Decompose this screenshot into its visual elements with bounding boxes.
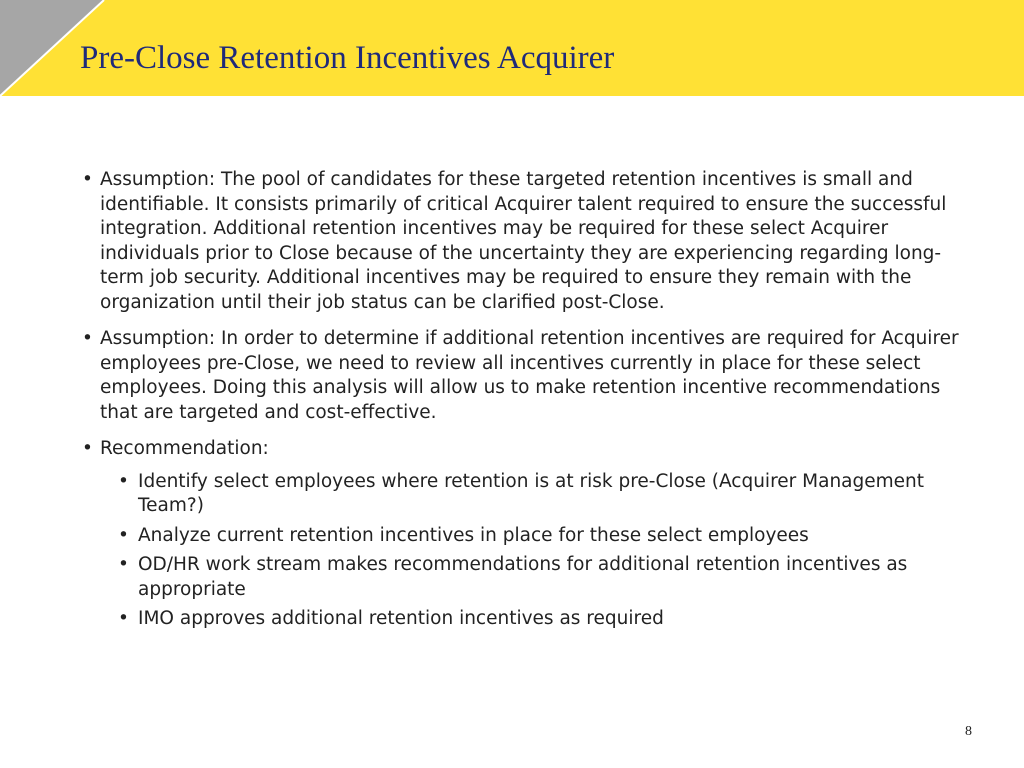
sub-bullet-imo-approves: • IMO approves additional retention incentives as required xyxy=(138,607,960,632)
sub-bullet-identify-employees: • Identify select employees where retention is at risk pre-Close (Acquirer Management Team?) xyxy=(138,470,960,519)
bullet-item-recommendation xyxy=(80,437,960,632)
bullet-list xyxy=(80,168,960,632)
slide-content xyxy=(80,168,960,644)
sub-bullet-odhr-recommendations: • OD/HR work stream makes recommendations for additional retention incentives as appropriate xyxy=(138,553,960,602)
page-number: 8 xyxy=(965,724,972,739)
bullet-item-assumption-pool: • Assumption: The pool of candidates for these targeted retention incentives is small and identifiable. It consists primarily of critical Acquirer talent required to ensure the successful integration. Additional retention incentives may be required for these select Acquirer individuals prior to Close because of the uncertainty they are experiencing regarding long-term job security. Additional incentives may be required to ensure they remain with the organization until their job status can be clarified post-Close. xyxy=(80,168,960,315)
bullet-item-assumption-review: • Assumption: In order to determine if additional retention incentives are required for Acquirer employees pre-Close, we need to review all incentives currently in place for these select employees. Doing this analysis will allow us to make retention incentive recommendations that are targeted and cost-effective. xyxy=(80,327,960,425)
recommendation-sub-list xyxy=(100,470,960,632)
sub-bullet-analyze-incentives: • Analyze current retention incentives in place for these select employees xyxy=(138,524,960,549)
recommendation-label: Recommendation: xyxy=(100,438,269,459)
slide-title: Pre-Close Retention Incentives Acquirer xyxy=(80,40,615,76)
